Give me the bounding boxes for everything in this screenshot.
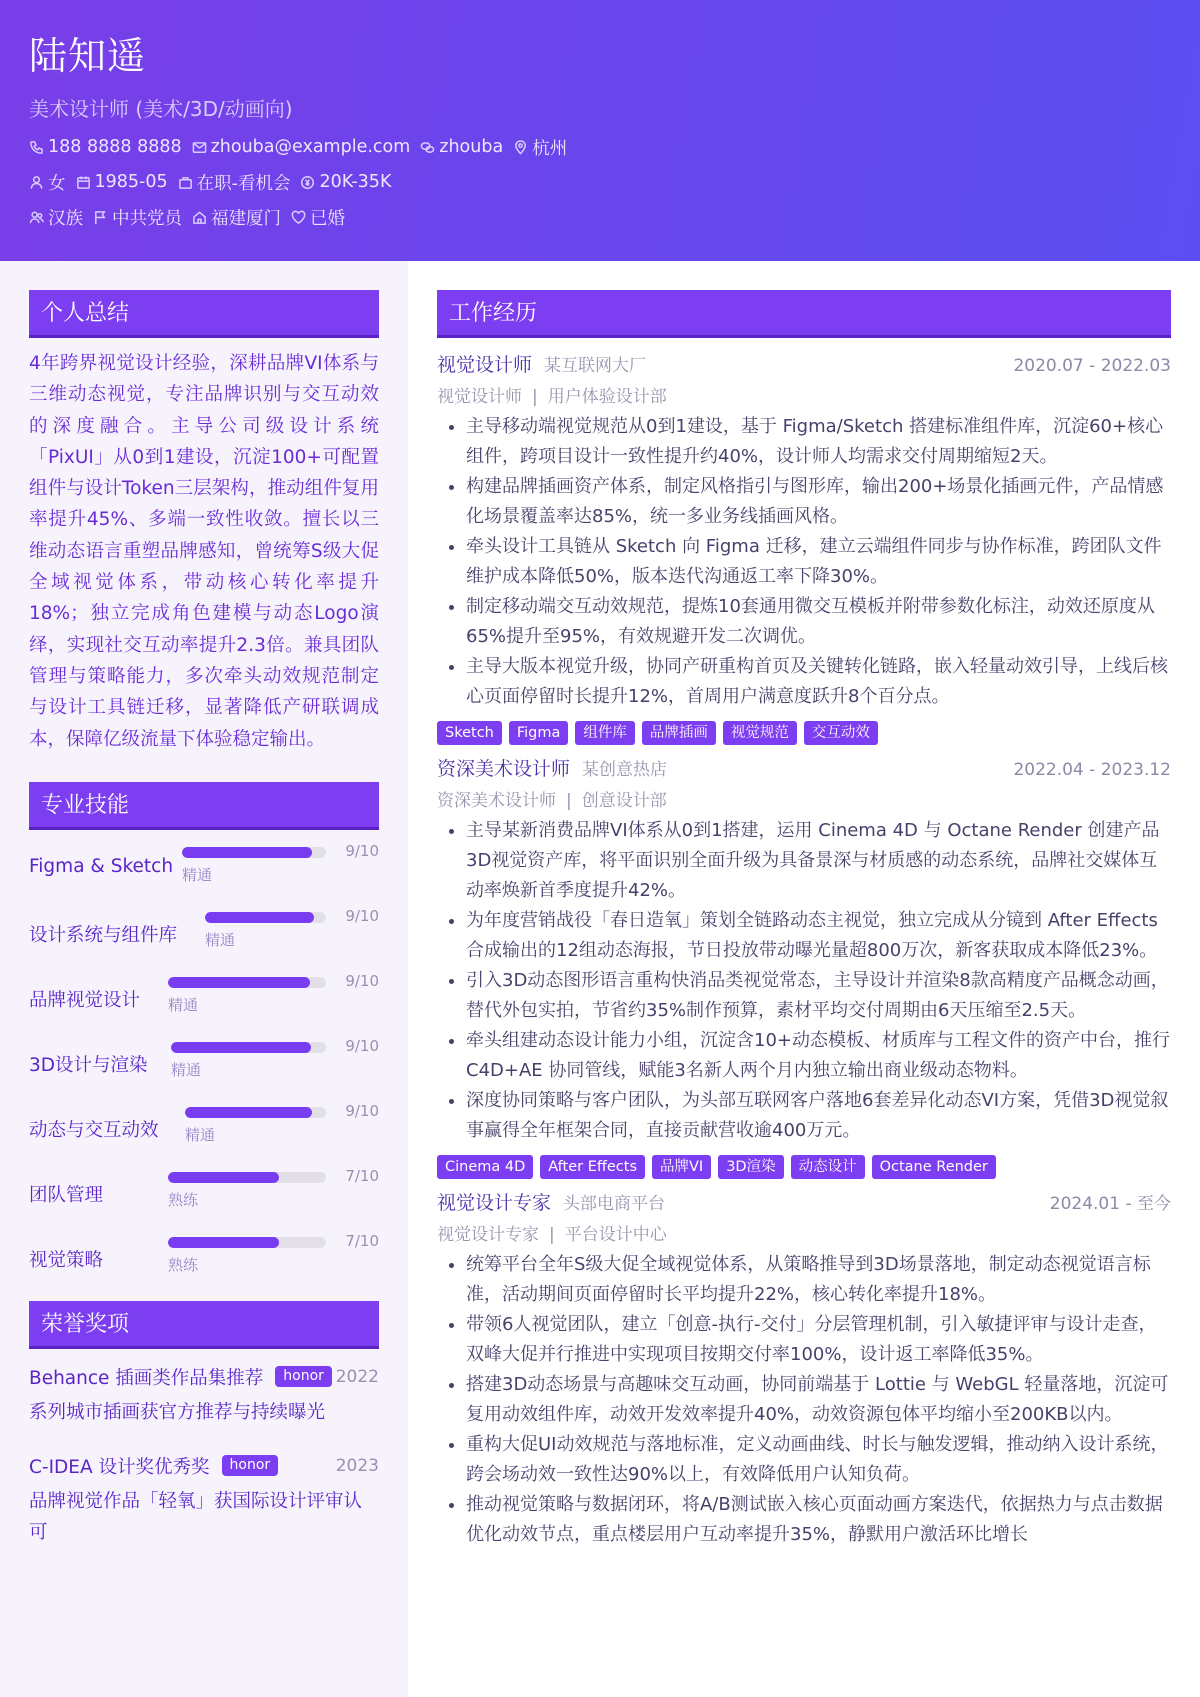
- phone-icon: [29, 140, 44, 155]
- skill-progress-bar: [185, 1107, 326, 1118]
- job-position: 视觉设计师: [437, 387, 522, 407]
- skill-tag: 视觉规范: [723, 721, 797, 745]
- summary-heading: 个人总结: [29, 290, 379, 338]
- bullet-item: • 搭建3D动态场景与高趣味交互动画，协同前端基于 Lottie 与 WebGL 轻量落地，沉淀可复用动效组件库，动效开发效率提升40%，动效资源包体平均缩小至200KB以内。: [466, 1370, 1171, 1430]
- honor-header: [29, 1454, 379, 1478]
- honor-description: 系列城市插画获官方推荐与持续曝光: [29, 1401, 326, 1423]
- skill-name: 团队管理: [29, 1184, 104, 1206]
- skill-tag: Sketch: [437, 721, 502, 745]
- job-subtitle: [437, 786, 1171, 811]
- ethnicity-text: 汉族: [48, 208, 83, 229]
- job-company: 头部电商平台: [563, 1194, 666, 1214]
- briefcase-icon: [178, 175, 193, 190]
- flag-icon: [93, 210, 108, 225]
- skill-level: 精通: [205, 930, 236, 949]
- job-bullets: [437, 1250, 1171, 1550]
- job-title: 资深美术设计师: [437, 758, 571, 780]
- main-column: [437, 261, 1171, 1550]
- honor-title: Behance 插画类作品集推荐: [29, 1367, 264, 1389]
- heart-icon: [291, 210, 306, 225]
- skill-progress-bar: [205, 912, 326, 923]
- skill-level: 精通: [168, 995, 199, 1014]
- skill-row: [29, 1102, 379, 1167]
- honor-year: 2022: [335, 1366, 379, 1387]
- person-icon: [29, 175, 44, 190]
- skill-level: 熟练: [168, 1255, 199, 1274]
- honors-heading: 荣誉奖项: [29, 1301, 379, 1349]
- job-department: 创意设计部: [581, 791, 667, 811]
- birth-text: 1985-05: [94, 172, 168, 192]
- job-subtitle: [437, 382, 1171, 407]
- skill-tag: 组件库: [575, 721, 635, 745]
- bullet-item: • 带领6人视觉团队，建立「创意-执行-交付」分层管理机制，引入敏捷评审与设计走查，双峰大促并行推进中实现项目按期交付率100%，设计返工率降低35%。: [466, 1310, 1171, 1370]
- candidate-role: 美术设计师 (美术/3D/动画向): [29, 97, 293, 121]
- city-text: 杭州: [532, 138, 568, 159]
- job-header: [437, 754, 1171, 780]
- bullet-item: • 主导大版本视觉升级，协同产研重构首页及关键转化链路，嵌入轻量动效引导，上线后核心页面停留时长提升12%，首周用户满意度跃升8个百分点。: [466, 652, 1171, 712]
- background-row: [29, 204, 1171, 230]
- marital-item: [291, 205, 345, 230]
- bullet-item: • 牵头组建动态设计能力小组，沉淀含10+动态模板、材质库与工程文件的资产中台，推行 C4D+AE 协同管线，赋能3名新人两个月内独立输出商业级动态物料。: [466, 1026, 1171, 1086]
- bullet-item: • 深度协同策略与客户团队，为头部互联网客户落地6套差异化动态VI方案，凭借3D视觉叙事赢得全年框架合同，直接贡献营收逾400万元。: [466, 1086, 1171, 1146]
- email-text: zhouba@example.com: [210, 137, 411, 157]
- politics-item: [93, 205, 182, 230]
- separator: |: [532, 387, 538, 407]
- skill-progress-bar: [168, 977, 326, 988]
- resume-header: [0, 0, 1200, 261]
- bullet-item: • 推动视觉策略与数据闭环，将A/B测试嵌入核心页面动画方案迭代，依据热力与点击数据优化动效节点，重点楼层用户互动率提升35%，静默用户激活环比增长: [466, 1490, 1171, 1550]
- phone-text: 188 8888 8888: [48, 137, 182, 157]
- wechat-text: zhouba: [439, 137, 504, 157]
- skill-level: 精通: [171, 1060, 202, 1079]
- job-company: 某互联网大厂: [544, 356, 647, 376]
- bullet-item: • 制定移动端交互动效规范，提炼10套通用微交互模板并附带参数化标注，动效还原度从65%提升至95%，有效规避开发二次调优。: [466, 592, 1171, 652]
- skill-tag: 品牌VI: [652, 1155, 711, 1179]
- honor-header: [29, 1365, 379, 1389]
- skill-tag: Figma: [509, 721, 569, 745]
- separator: |: [549, 1225, 555, 1245]
- calendar-icon: [76, 175, 91, 190]
- job-bullets: [437, 816, 1171, 1146]
- jobs-list: [437, 350, 1171, 1550]
- mail-icon: [192, 140, 207, 155]
- skill-tag: 3D渲染: [718, 1155, 783, 1179]
- job-bullets: [437, 412, 1171, 712]
- skill-row: [29, 1167, 379, 1232]
- skill-name: 3D设计与渲染: [29, 1054, 148, 1076]
- city-item: [513, 135, 567, 160]
- home-icon: [192, 210, 207, 225]
- job-position: 视觉设计专家: [437, 1225, 539, 1245]
- skill-row: [29, 972, 379, 1037]
- skill-progress-bar: [171, 1042, 326, 1053]
- job-title: 视觉设计师: [437, 354, 533, 376]
- skill-tag: Cinema 4D: [437, 1155, 533, 1179]
- job-subtitle: [437, 1220, 1171, 1245]
- salary-text: 20K-35K: [319, 172, 392, 192]
- bullet-item: • 统筹平台全年S级大促全域视觉体系，从策略推导到3D场景落地，制定动态视觉语言标准，活动期间页面停留时长平均提升22%，核心转化率提升18%。: [466, 1250, 1171, 1310]
- skill-progress-fill: [168, 1237, 279, 1248]
- location-pin-icon: [513, 140, 528, 155]
- skill-tag: After Effects: [540, 1155, 645, 1179]
- job-date: 2022.04 - 2023.12: [1013, 760, 1171, 780]
- skill-progress-bar: [168, 1172, 326, 1183]
- skill-level: 精通: [185, 1125, 216, 1144]
- hometown-text: 福建厦门: [211, 208, 281, 229]
- skills-list: [29, 842, 379, 1297]
- skill-tag: Octane Render: [872, 1155, 996, 1179]
- people-icon: [29, 210, 44, 225]
- phone-item: [29, 137, 182, 157]
- politics-text: 中共党员: [112, 208, 182, 229]
- job-company: 某创意热店: [582, 760, 668, 780]
- experience-heading: 工作经历: [437, 290, 1171, 338]
- job-entry: [437, 754, 1171, 1179]
- bullet-item: • 构建品牌插画资产体系，制定风格指引与图形库，输出200+场景化插画元件，产品情感化场景覆盖率达85%，统一多业务线插画风格。: [466, 472, 1171, 532]
- job-position: 资深美术设计师: [437, 791, 556, 811]
- contact-row: [29, 134, 1171, 160]
- summary-text: 4年跨界视觉设计经验，深耕品牌VI体系与三维动态视觉，专注品牌识别与交互动效的深度融合。主导公司级设计系统「PixUI」从0到1建设，沉淀100+可配置组件与设计Token三层架构，推动组件复用率提升45%、多端一致性收敛。擅长以三维动态语言重塑品牌感知，曾统筹S级大促全域视觉体系，带动核心转化率提升18%；独立完成角色建模与动态Logo演绎，实现社交互动率提升2.3倍。兼具团队管理与策略能力，多次牵头动效规范制定与设计工具链迁移，显著降低产研联调成本，保障亿级流量下体验稳定输出。: [29, 353, 379, 750]
- honor-badge: honor: [275, 1366, 332, 1387]
- job-entry: [437, 350, 1171, 745]
- skill-tag: 动态设计: [791, 1155, 865, 1179]
- skill-name: 设计系统与组件库: [29, 924, 178, 946]
- job-header: [437, 350, 1171, 376]
- bullet-item: • 重构大促UI动效规范与落地标准，定义动画曲线、时长与触发逻辑，推动纳入设计系统，跨会场动效一致性达90%以上，有效降低用户认知负荷。: [466, 1430, 1171, 1490]
- personal-row: [29, 169, 1171, 195]
- skill-progress-fill: [185, 1107, 312, 1118]
- skill-score: 9/10: [345, 1101, 379, 1120]
- status-text: 在职-看机会: [196, 173, 291, 194]
- status-item: [178, 170, 291, 195]
- skill-score: 9/10: [345, 906, 379, 925]
- job-title: 视觉设计专家: [437, 1192, 552, 1214]
- email-item[interactable]: [192, 137, 411, 157]
- coin-icon: [300, 175, 315, 190]
- skill-name: 动态与交互动效: [29, 1119, 159, 1141]
- honor-description: 品牌视觉作品「轻氧」获国际设计评审认可: [29, 1490, 363, 1543]
- sidebar: [0, 261, 408, 1697]
- job-department: 用户体验设计部: [547, 387, 667, 407]
- honor-year: 2023: [335, 1455, 379, 1476]
- job-entry: [437, 1188, 1171, 1550]
- skill-progress-fill: [171, 1042, 311, 1053]
- skill-tag: 品牌插画: [642, 721, 716, 745]
- skill-score: 9/10: [345, 841, 379, 860]
- skill-progress-fill: [182, 847, 312, 858]
- bullet-item: • 主导某新消费品牌VI体系从0到1搭建，运用 Cinema 4D 与 Octane Render 创建产品3D视觉资产库，将平面识别全面升级为具备景深与材质感的动态系统，品牌社交媒体互动率焕新首季度提升42%。: [466, 816, 1171, 906]
- honor-item: [29, 1454, 379, 1548]
- birth-item: [76, 172, 168, 192]
- skill-score: 9/10: [345, 1036, 379, 1055]
- skill-score: 9/10: [345, 971, 379, 990]
- skill-tags: [437, 721, 1171, 745]
- hometown-item: [192, 205, 281, 230]
- job-date: 2020.07 - 2022.03: [1013, 356, 1171, 376]
- honor-item: [29, 1365, 379, 1428]
- skill-name: 品牌视觉设计: [29, 989, 141, 1011]
- skill-level: 精通: [182, 865, 213, 884]
- skill-row: [29, 842, 379, 907]
- honor-badge: honor: [222, 1455, 279, 1476]
- skill-progress-bar: [182, 847, 326, 858]
- bullet-item: • 为年度营销战役「春日造氧」策划全链路动态主视觉，独立完成从分镜到 After Effects 合成输出的12组动态海报，节日投放带动曝光量超800万次，新客获取成本降低23%。: [466, 906, 1171, 966]
- skill-progress-fill: [168, 977, 310, 988]
- wechat-icon: [420, 140, 435, 155]
- honors-list: [29, 1365, 379, 1548]
- skill-progress-bar: [168, 1237, 326, 1248]
- candidate-name: 陆知遥: [29, 34, 147, 78]
- marital-text: 已婚: [310, 208, 345, 229]
- skill-row: [29, 1232, 379, 1297]
- wechat-item: [420, 137, 503, 157]
- skill-progress-fill: [205, 912, 314, 923]
- skill-row: [29, 907, 379, 972]
- bullet-item: • 牵头设计工具链从 Sketch 向 Figma 迁移，建立云端组件同步与协作标准，跨团队文件维护成本降低50%，版本迭代沟通返工率下降30%。: [466, 532, 1171, 592]
- skill-name: 视觉策略: [29, 1249, 104, 1271]
- job-header: [437, 1188, 1171, 1214]
- skill-score: 7/10: [345, 1166, 379, 1185]
- skill-name: Figma & Sketch: [29, 855, 174, 877]
- bullet-item: • 引入3D动态图形语言重构快消品类视觉常态，主导设计并渲染8款高精度产品概念动画，替代外包实拍，节省约35%制作预算，素材平均交付周期由6天压缩至2.5天。: [466, 966, 1171, 1026]
- skill-level: 熟练: [168, 1190, 199, 1209]
- info-rows: [29, 134, 1171, 230]
- ethnicity-item: [29, 205, 83, 230]
- honor-title: C-IDEA 设计奖优秀奖: [29, 1456, 210, 1478]
- skill-progress-fill: [168, 1172, 279, 1183]
- bullet-item: • 主导移动端视觉规范从0到1建设，基于 Figma/Sketch 搭建标准组件库，沉淀60+核心组件，跨项目设计一致性提升约40%，设计师人均需求交付周期缩短2天。: [466, 412, 1171, 472]
- skill-tag: 交互动效: [804, 721, 878, 745]
- skill-row: [29, 1037, 379, 1102]
- skills-heading: 专业技能: [29, 782, 379, 830]
- salary-item: [300, 172, 391, 192]
- job-department: 平台设计中心: [564, 1225, 667, 1245]
- gender-text: 女: [48, 173, 66, 194]
- gender-item: [29, 170, 66, 195]
- job-date: 2024.01 - 至今: [1049, 1194, 1171, 1214]
- separator: |: [566, 791, 572, 811]
- skill-tags: [437, 1155, 1171, 1179]
- skill-score: 7/10: [345, 1231, 379, 1250]
